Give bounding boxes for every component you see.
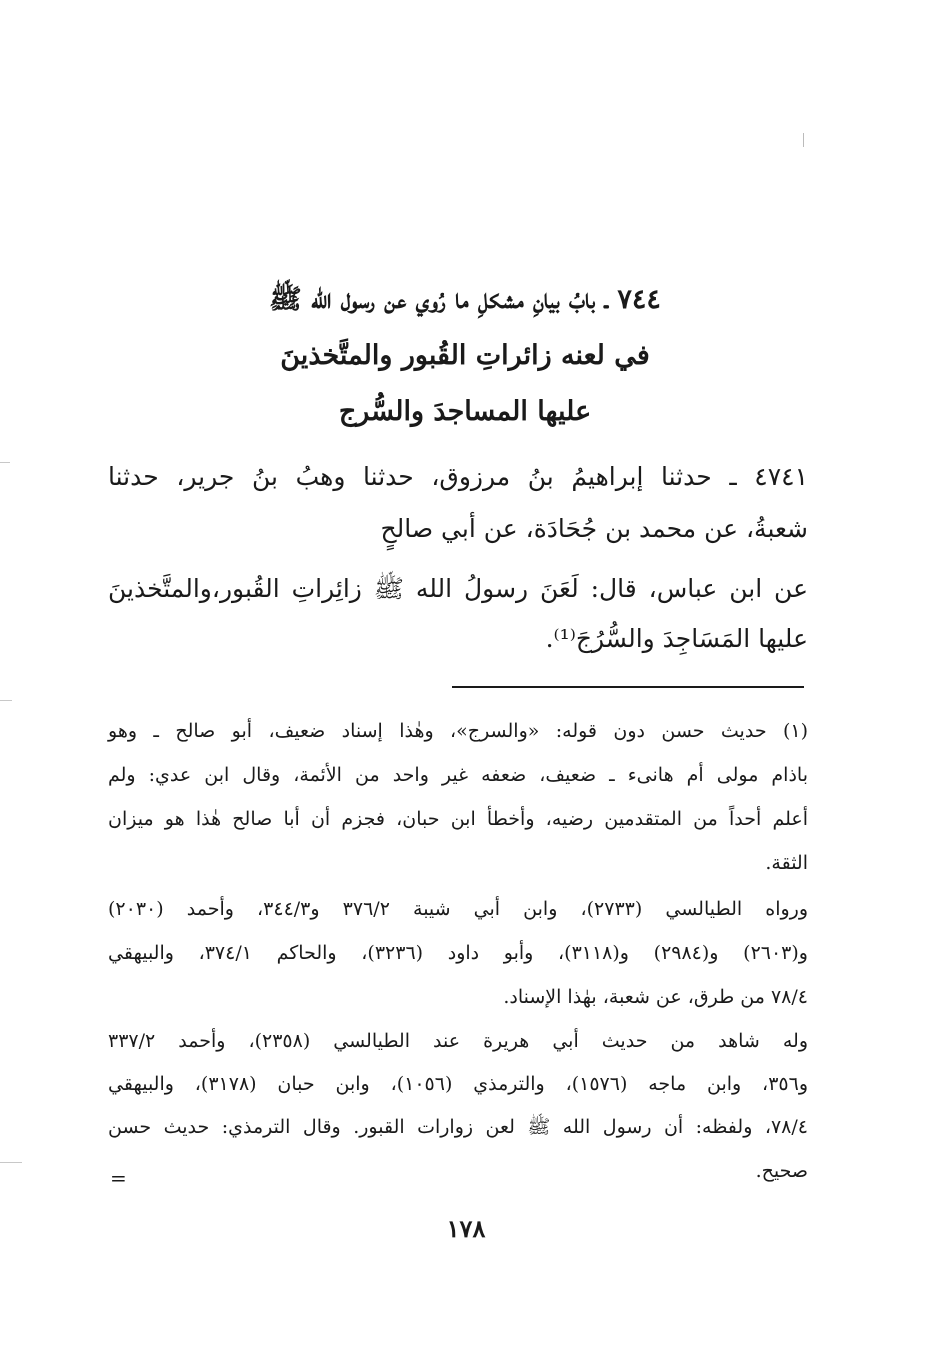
footnote-line: ٧٨/٤ من طرق، عن شعبة، بهٰذا الإسناد. — [503, 986, 808, 1008]
footnote-continues-mark: = — [110, 1166, 127, 1190]
footnote-line: و٣٥٦، وابن ماجه (١٥٧٦)، والترمذي (١٠٥٦)، وابن حبان (٣١٧٨)، والبيهقي — [108, 1073, 808, 1095]
hadith-isnad-line-2: شعبةُ، عن محمد بن جُحَادَة، عن أبي صالحٍ — [380, 514, 808, 543]
footnote-line: الثقة. — [765, 852, 808, 874]
footnote-line: و(٢٦٠٣) و(٢٩٨٤) و(٣١١٨)، وأبو داود (٣٢٣٦)، والحاكم ٣٧٤/١، والبيهقي — [108, 942, 808, 964]
scan-edge-mark — [0, 1162, 22, 1163]
scan-mark — [803, 133, 804, 147]
footnote-line: أعلم أحداً من المتقدمين رضيه، وأخطأ ابن حبان، فجزم أن أبا صالح هٰذا هو ميزان — [108, 808, 808, 830]
footnote-line: ٧٨/٤، ولفظه: أن رسول الله ﷺ لعن زوارات القبور. وقال الترمذي: حديث حسن — [108, 1116, 808, 1138]
footnote-line: باذام مولى أم هانىء ـ ضعيف، ضعفه غير واحد من الأئمة، وقال ابن عدي: ولم — [108, 764, 808, 786]
chapter-title-line-1: ٧٤٤ ـ بابُ بيانِ مشكلِ ما رُوي عن رسول الله ﷺ — [269, 284, 661, 315]
hadith-isnad-line-1: ٤٧٤١ ـ حدثنا إبراهيمُ بنُ مرزوق، حدثنا وهبُ بنُ جرير، حدثنا — [108, 462, 808, 491]
footnote-line: وله شاهد من حديث أبي هريرة عند الطيالسي (٢٣٥٨)، وأحمد ٣٣٧/٢ — [108, 1030, 808, 1052]
scan-edge-mark — [0, 700, 12, 701]
footnote-line: ورواه الطيالسي (٢٧٣٣)، وابن أبي شيبة ٣٧٦/٢ و٣٤٤/٣، وأحمد (٢٠٣٠) — [108, 898, 808, 920]
hadith-matn-line-1: عن ابن عباس، قال: لَعَنَ رسولُ الله ﷺ زائِراتِ القُبور،والمتَّخذينَ — [108, 574, 808, 603]
chapter-title-line-3: عليها المساجدَ والسُّرج — [338, 396, 592, 427]
footnote-separator — [452, 686, 804, 688]
chapter-title-line-2: في لعنه زائراتِ القُبور والمتَّخذينَ — [280, 340, 650, 371]
hadith-matn-line-2: عليها المَسَاجِدَ والسُّرُجَ⁽¹⁾. — [545, 624, 808, 653]
scan-edge-mark — [0, 462, 10, 463]
page-number: ١٧٨ — [446, 1214, 486, 1243]
footnote-line: (١) حديث حسن دون قوله: «والسرج»، وهٰذا إسناد ضعيف، أبو صالح ـ وهو — [108, 720, 808, 742]
footnote-line: صحيح. — [755, 1160, 808, 1182]
